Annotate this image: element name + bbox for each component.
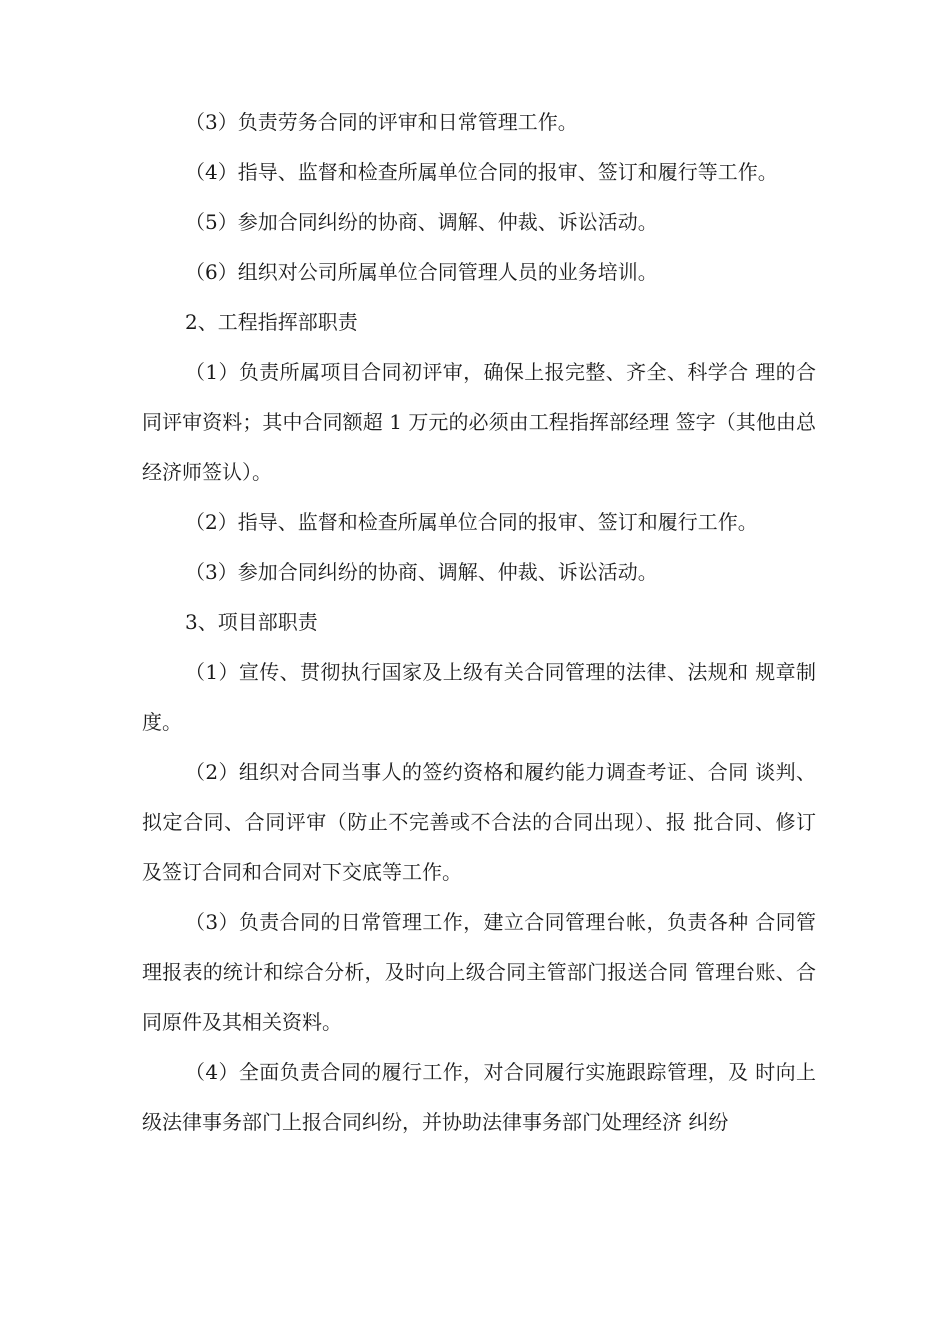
paragraph-contract-performance: （4）全面负责合同的履行工作，对合同履行实施跟踪管理，及 时向上级法律事务部门上报合同纠纷，并协助法律事务部门处理经济 纠纷	[142, 1060, 816, 1134]
document-body	[142, 97, 816, 1147]
heading-project-department-duties: 3、项目部职责	[185, 610, 318, 634]
paragraph-guide-supervise-performance: （2）指导、监督和检查所属单位合同的报审、签订和履行工作。	[185, 510, 758, 534]
paragraph-guide-supervise-units: （4）指导、监督和检查所属单位合同的报审、签订和履行等工作。	[185, 160, 778, 184]
paragraph-preliminary-review: （1）负责所属项目合同初评审，确保上报完整、齐全、科学合 理的合同评审资料；其中合同额超 1 万元的必须由工程指挥部经理 签字（其他由总经济师签认）。	[142, 360, 816, 484]
paragraph-labor-contract-review: （3）负责劳务合同的评审和日常管理工作。	[185, 110, 578, 134]
paragraph-daily-management: （3）负责合同的日常管理工作，建立合同管理台帐，负责各种 合同管理报表的统计和综合分析，及时向上级合同主管部门报送合同 管理台账、合同原件及其相关资料。	[142, 910, 816, 1034]
paragraph-staff-training: （6）组织对公司所属单位合同管理人员的业务培训。	[185, 260, 658, 284]
paragraph-qualification-negotiation: （2）组织对合同当事人的签约资格和履约能力调查考证、合同 谈判、拟定合同、合同评审（防止不完善或不合法的合同出现）、报 批合同、修订及签订合同和合同对下交底等工作。	[142, 760, 816, 884]
heading-engineering-command-duties: 2、工程指挥部职责	[185, 310, 358, 334]
paragraph-publicize-laws: （1）宣传、贯彻执行国家及上级有关合同管理的法律、法规和 规章制度。	[142, 660, 816, 734]
paragraph-dispute-activities-2: （3）参加合同纠纷的协商、调解、仲裁、诉讼活动。	[185, 560, 658, 584]
paragraph-dispute-activities: （5）参加合同纠纷的协商、调解、仲裁、诉讼活动。	[185, 210, 658, 234]
